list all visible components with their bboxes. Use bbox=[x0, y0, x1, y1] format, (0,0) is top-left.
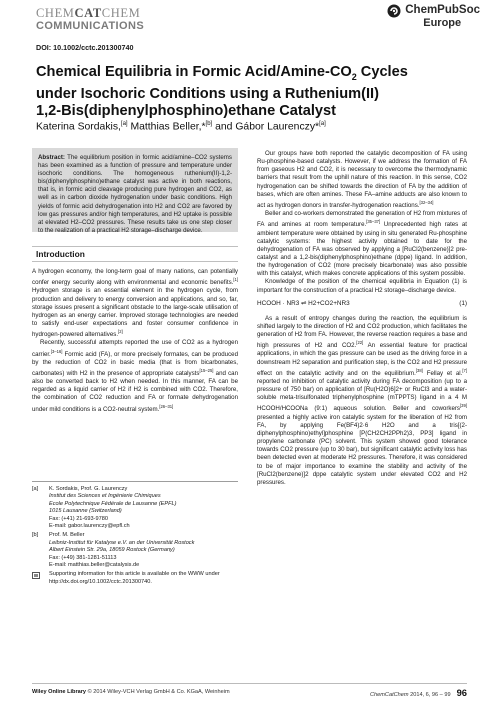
equation-number: (1) bbox=[459, 299, 467, 307]
paragraph: Knowledge of the position of the chemical equilibria in Equation (1) is important for the construction of a practical H2 storage–discharge device. bbox=[257, 278, 467, 294]
affiliations bbox=[32, 481, 238, 588]
affiliation-b: [b] Prof. M. Beller Leibniz-Institut für Katalyse e.V. an der Universität Rostock Albert Einstein Str. 29a, 18059 Rostock (Germany) Fax: (+49) 381-1281-51113 E-mail: matthias.beller@catalysis.de bbox=[32, 532, 195, 569]
abstract-text: The equilibrium position in formic acid/amine–CO2 systems has been examined as a function of pressure and temperature under isochoric conditions. The homogeneous ruthenium(II)-1,2-bis(diphenylphosphino)ethane catalyst was active in both reactions, that is, in formic acid cleavage producing pure hydrogen and CO2, as well as in carbon dioxide hydrogenation under basic conditions. High yields of formic acid dehydrogenation into H2 and CO2 are favored by low gas pressures and/or high temperatures, and H2 uptake is possible at elevated H2–CO2 pressures. These results take us one step closer to the realization of a practical H2 storage–discharge device. bbox=[38, 154, 232, 234]
supporting-info-note: Supporting information for this article is available on the WWW under http://dx.doi.org/10.1002/cctc.201300740. bbox=[32, 571, 238, 586]
paragraph: Recently, successful attempts reported the use of CO2 as a hydrogen carrier.[3–16] Formic acid (FA), or more precisely formates, can be produced by the reduction of CO2 in basic media (that is from bicarbonates, carbonates) with H2 in the presence of appropriate catalysts[15–25] and can also be converted back to H2 when needed. In this manner, FA can be regarded as a liquid carrier of H2 if H2 is combined with CO2. Therefore, the combination of CO2 reduction and FA or formate dehydrogenation under mild conditions is a CO2-neutral system.[26–31] bbox=[32, 339, 239, 413]
paragraph: As a result of entropy changes during the reaction, the equilibrium is shifted largely to the direction of H2 and CO2 production, which facilitates the generation of H2 from FA. However, the reverse reaction requires a base and high pressures of H2 and CO2.[22] An essential feature for practical applications, in which the gas pressure can be used as the driving force in a downstream H2 separation and purification step, is the CO2 and H2 pressure effect on the catalytic activity and on the equilibrium.[38] Fellay et al.[7] reported no inhibition of catalytic activity during FA decomposition (up to a pressure of 750 bar) on application of [Ru(H2O)6]2+ or RuCl3 and a water-soluble meta-trisulfonated triphenylphosphine (mTPPTS) ligand in a 4 M HCOOH/HCOONa (9:1) aqueous solution. Beller and coworkers[39] presented a highly active iron catalytic system for the liberation of H2 from FA, by applying Fe(BF4)2·6 H2O and a tris[(2-diphenylphosphino)ethyl]phosphine [P(CH2CH2PPh2)3, PP3] ligand in propylene carbonate (PC) solvent. This system showed good tolerance towards CO2 pressure (up to 30 bar), but significant catalytic activity loss has been detected even at moderate H2 pressures. Therefore, it was considered to be of major importance to examine the stability and activity of the [RuCl2(benzene)]2 dppe catalytic system under elevated CO2 and H2 pressures. bbox=[257, 314, 467, 486]
paragraph: Beller and co-workers demonstrated the generation of H2 from mixtures of FA and amines at room temperature.[35–37] Unprecedented high rates at ambient temperature were obtained by using in situ generated Ru-phosphine catalytic systems: the highest activity obtained to date for the dehydrogenation of FA was observed by applying a [RuCl2(benzene)]2 pre-catalyst and a 1,2-bis(diphenylphosphino)ethane (dppe) ligand. In addition, the hydrogenation of CO2 (more precisely bicarbonate) was also possible with this catalyst, which makes concrete applications of this system possible. bbox=[257, 210, 467, 278]
abstract-label: Abstract: bbox=[38, 154, 65, 161]
supporting-info-icon bbox=[32, 572, 40, 579]
publisher-region: Europe bbox=[423, 17, 462, 29]
equation-1 bbox=[257, 298, 467, 312]
footer-copyright: Wiley Online Library © 2014 Wiley-VCH Verlag GmbH & Co. KGaA, Weinheim bbox=[32, 689, 230, 695]
chempubsoc-logo-icon bbox=[387, 4, 401, 18]
section-heading-introduction: Introduction bbox=[32, 246, 238, 262]
left-column-body bbox=[32, 268, 238, 468]
paragraph: Our groups have both reported the catalytic decomposition of FA using Ru-phosphine-based catalysts. However, if we address the formation of FA from gaseous H2 and CO2, it is necessary to overcome the thermodynamic barriers that result from the uphill nature of this reaction. In this sense, CO2 hydrogenation can be shifted towards the direction of FA by the addition of bases, which are often amines. These FA–amine adducts are also known to act as hydrogen donors in transfer-hydrogenation reactions.[32–34] bbox=[257, 150, 467, 209]
abstract-box bbox=[32, 148, 238, 232]
equation-text: HCOOH · NR3 ⇌ H2+CO2+NR3 bbox=[257, 299, 350, 307]
journal-section: COMMUNICATIONS bbox=[36, 19, 145, 32]
page-number: 96 bbox=[456, 687, 467, 698]
page-footer bbox=[32, 687, 467, 697]
affiliation-a: [a] K. Sordakis, Prof. G. Laurenczy Institut des Sciences et Ingénierie Chimiques Ecole Polytechnique Fédérale de Lausanne (EPFL) 1015 Lausanne (Switzerland) Fax: (+41) 21-693-9780 E-mail: gabor.laurenczy@epfl.ch bbox=[32, 486, 177, 530]
footer-rule bbox=[32, 683, 467, 684]
footer-citation: ChemCatChem 2014, 6, 96 – 99 96 bbox=[370, 687, 467, 698]
publisher-name: ChemPubSoc bbox=[405, 4, 480, 16]
paragraph: A hydrogen economy, the long-term goal of many nations, can potentially confer energy security along with environmental and economic benefits.[1] Hydrogen storage is an essential element in the hydrogen cycle, from production and delivery to energy conversion and applications, and so, far, storage issues present a significant obstacle to the large-scale utilisation of hydrogen as an energy carrier. Improved storage technologies are needed to satisfy end-user expectations and foster consumer confidence in hydrogen-powered alternatives.[2] bbox=[32, 268, 238, 339]
publisher-logo bbox=[389, 4, 480, 29]
journal-masthead bbox=[36, 7, 144, 32]
journal-title: CHEMCATCHEM bbox=[36, 6, 141, 20]
article-title: Chemical Equilibria in Formic Acid/$Amine-CO_2$ Cycles under Isochoric Conditions using a Ruthenium(II) 1,2-Bis(diphenylphosphino)ethane Catalyst bbox=[36, 64, 408, 119]
author-list: Katerina Sordakis,[a] Matthias Beller,*[b] and Gábor Laurenczy*[a] bbox=[36, 121, 326, 133]
doi: DOI: 10.1002/cctc.201300740 bbox=[36, 43, 134, 52]
right-column-body bbox=[257, 150, 467, 665]
